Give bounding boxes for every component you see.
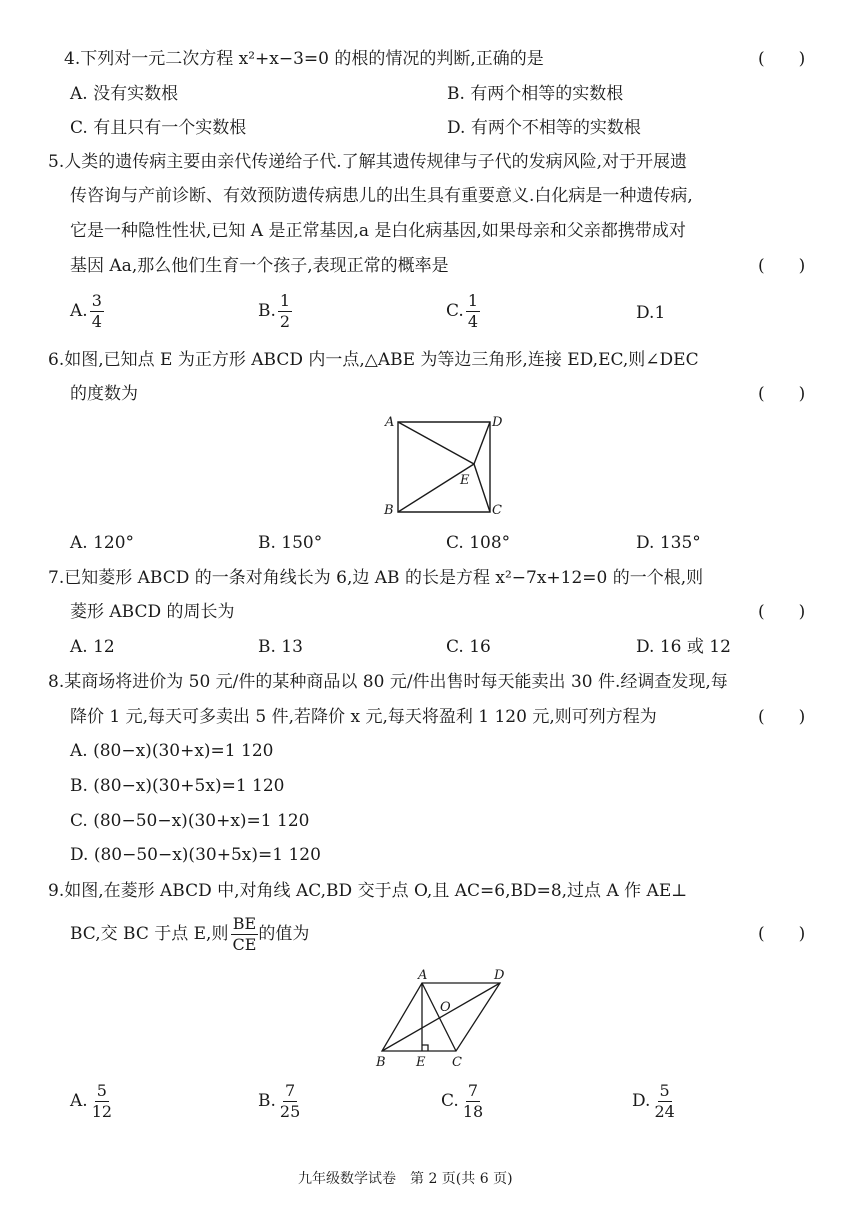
option-letter: B. bbox=[258, 1091, 276, 1111]
q5-option-a bbox=[70, 292, 104, 331]
diagonal-bd bbox=[382, 983, 500, 1051]
q9-line-2-start: BC,交 BC 于点 E,则 bbox=[70, 924, 229, 944]
q8-answer-paren: ( ) bbox=[758, 707, 806, 727]
q5-line-2: 传咨询与产前诊断、有效预防遗传病患儿的出生具有重要意义.白化病是一种遗传病, bbox=[70, 186, 693, 206]
right-angle-mark bbox=[422, 1045, 428, 1051]
q8-option-b: B. (80−x)(30+5x)=1 120 bbox=[70, 776, 285, 796]
fraction-denominator: 2 bbox=[279, 312, 291, 331]
q9-answer-paren: ( ) bbox=[758, 924, 806, 944]
q8-option-d: D. (80−50−x)(30+5x)=1 120 bbox=[70, 845, 321, 865]
square-abcd bbox=[398, 422, 490, 512]
fraction-denominator: 25 bbox=[279, 1102, 301, 1121]
fraction bbox=[652, 1082, 676, 1121]
option-letter: D. bbox=[632, 1091, 651, 1111]
q4-option-b: B. 有两个相等的实数根 bbox=[447, 84, 624, 104]
label-a: A bbox=[418, 968, 428, 983]
q6-line-1: 6.如图,已知点 E 为正方形 ABCD 内一点,△ABE 为等边三角形,连接 ED,EC,则∠DEC bbox=[48, 350, 699, 370]
q5-option-d bbox=[636, 302, 665, 324]
fraction-denominator: 4 bbox=[91, 312, 102, 331]
option-letter: B. bbox=[258, 301, 276, 321]
q9-line-2 bbox=[70, 914, 309, 954]
segment-de bbox=[474, 422, 490, 464]
q6-line-2: 的度数为 bbox=[70, 384, 138, 404]
segment-be bbox=[398, 464, 474, 512]
q4-option-a: A. 没有实数根 bbox=[70, 84, 179, 104]
fraction bbox=[278, 292, 292, 331]
label-b: B bbox=[384, 503, 394, 518]
label-c: C bbox=[452, 1055, 462, 1070]
q7-option-d: D. 16 或 12 bbox=[636, 637, 731, 657]
rhombus-figure bbox=[370, 965, 520, 1075]
label-d: D bbox=[492, 415, 503, 430]
q8-option-c: C. (80−50−x)(30+x)=1 120 bbox=[70, 811, 310, 831]
option-letter: D. bbox=[636, 303, 655, 323]
q8-option-a: A. (80−x)(30+x)=1 120 bbox=[70, 741, 274, 761]
fraction-be-ce bbox=[230, 915, 258, 954]
q6-option-c: C. 108° bbox=[446, 533, 511, 553]
q7-answer-paren: ( ) bbox=[758, 602, 806, 622]
q5-line-4: 基因 Aa,那么他们生育一个孩子,表现正常的概率是 bbox=[70, 256, 449, 276]
q6-option-b: B. 150° bbox=[258, 533, 323, 553]
fraction bbox=[466, 292, 480, 331]
fraction-denominator: 12 bbox=[91, 1102, 113, 1121]
fraction-denominator: 4 bbox=[467, 312, 478, 331]
q9-line-1: 9.如图,在菱形 ABCD 中,对角线 AC,BD 交于点 O,且 AC=6,BD=8,过点 A 作 AE⊥ bbox=[48, 881, 688, 901]
fraction-denominator: CE bbox=[232, 935, 257, 954]
fraction-numerator: BE bbox=[232, 914, 257, 933]
q7-line-1: 7.已知菱形 ABCD 的一条对角线长为 6,边 AB 的长是方程 x²−7x+12=0 的一个根,则 bbox=[48, 568, 704, 588]
diagonal-ac bbox=[422, 983, 456, 1051]
q6-option-a: A. 120° bbox=[70, 533, 135, 553]
fraction-numerator: 7 bbox=[467, 1081, 479, 1100]
q9-option-b bbox=[258, 1082, 302, 1121]
label-o: O bbox=[440, 1000, 451, 1015]
fraction-numerator: 1 bbox=[467, 291, 478, 310]
segment-ce bbox=[474, 464, 490, 512]
fraction-numerator: 1 bbox=[279, 291, 291, 310]
q5-answer-paren: ( ) bbox=[758, 256, 806, 276]
fraction-numerator: 5 bbox=[96, 1081, 107, 1100]
label-e: E bbox=[460, 473, 470, 488]
fraction bbox=[461, 1082, 485, 1121]
q7-option-a: A. 12 bbox=[70, 637, 115, 657]
q9-line-2-end: 的值为 bbox=[258, 924, 310, 944]
q5-option-b bbox=[258, 292, 292, 331]
q4-option-c: C. 有且只有一个实数根 bbox=[70, 118, 247, 138]
option-letter: C. bbox=[441, 1091, 459, 1111]
q5-line-1: 5.人类的遗传病主要由亲代传递给子代.了解其遗传规律与子代的发病风险,对于开展遗 bbox=[48, 152, 688, 172]
option-letter: C. bbox=[446, 301, 464, 321]
q6-option-d: D. 135° bbox=[636, 533, 701, 553]
fraction-denominator: 18 bbox=[462, 1102, 484, 1121]
q6-answer-paren: ( ) bbox=[758, 384, 806, 404]
q7-option-b: B. 13 bbox=[258, 637, 303, 657]
fraction bbox=[90, 1082, 114, 1121]
fraction-numerator: 5 bbox=[659, 1081, 670, 1100]
square-figure bbox=[380, 410, 510, 520]
q8-line-1: 8.某商场将进价为 50 元/件的某种商品以 80 元/件出售时每天能卖出 30 件.经调查发现,每 bbox=[48, 672, 728, 692]
label-b: B bbox=[376, 1055, 386, 1070]
fraction bbox=[278, 1082, 302, 1121]
q4-answer-paren: ( ) bbox=[758, 49, 806, 69]
q7-line-2: 菱形 ABCD 的周长为 bbox=[70, 602, 235, 622]
option-value: 1 bbox=[654, 303, 666, 323]
fraction bbox=[90, 292, 104, 331]
q8-line-2: 降价 1 元,每天可多卖出 5 件,若降价 x 元,每天将盈利 1 120 元,则可列方程为 bbox=[70, 707, 657, 727]
q9-option-d bbox=[632, 1082, 677, 1121]
fraction-numerator: 3 bbox=[91, 291, 102, 310]
q9-option-a bbox=[70, 1082, 114, 1121]
label-e: E bbox=[416, 1055, 426, 1070]
q9-option-c bbox=[441, 1082, 485, 1121]
fraction-denominator: 24 bbox=[654, 1102, 675, 1121]
option-letter: A. bbox=[70, 301, 88, 321]
fraction-numerator: 7 bbox=[284, 1081, 296, 1100]
label-a: A bbox=[385, 415, 395, 430]
q4-option-d: D. 有两个不相等的实数根 bbox=[447, 118, 641, 138]
q4-stem: 4.下列对一元二次方程 x²+x−3=0 的根的情况的判断,正确的是 bbox=[64, 49, 544, 69]
label-d: D bbox=[494, 968, 505, 983]
page-footer: 九年级数学试卷 第 2 页(共 6 页) bbox=[298, 1171, 513, 1187]
segment-ae bbox=[398, 422, 474, 464]
label-c: C bbox=[492, 503, 502, 518]
q5-line-3: 它是一种隐性性状,已知 A 是正常基因,a 是白化病基因,如果母亲和父亲都携带成对 bbox=[70, 221, 686, 241]
option-letter: A. bbox=[70, 1091, 88, 1111]
q7-option-c: C. 16 bbox=[446, 637, 491, 657]
q5-option-c bbox=[446, 292, 480, 331]
